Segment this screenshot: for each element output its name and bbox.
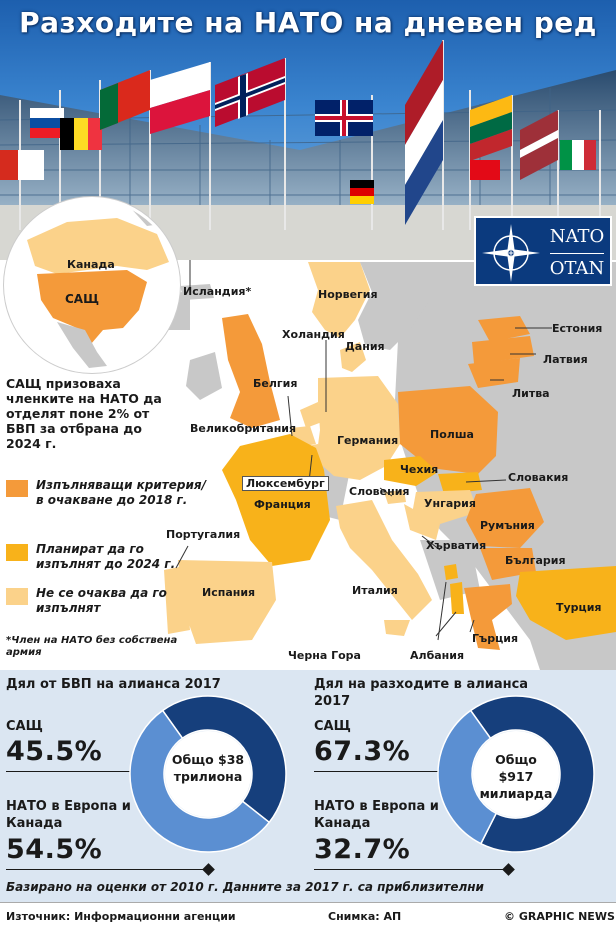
flag-poland-icon	[150, 62, 210, 134]
flag-norway-icon	[215, 58, 285, 127]
label-germany: Германия	[337, 434, 399, 447]
estimate-note: Базирано на оценки от 2010 г. Данните за 2017 г. са приблизителни	[6, 880, 484, 894]
albania-shape	[450, 582, 464, 614]
label-croatia: Хърватия	[426, 539, 487, 552]
flag-canada-icon	[0, 150, 44, 180]
footnote: *Член на НАТО без собствена армия	[6, 635, 178, 658]
label-bulgaria: България	[505, 554, 566, 567]
policy-note: САЩ призоваха членките на НАТО да отделят поне 2% от БВП за отбрана до 2024 г.	[6, 376, 162, 451]
gdp-europe-marker	[202, 863, 215, 876]
nato-fr-label: OTAN	[549, 258, 605, 279]
legend-swatch-plan-2024	[6, 544, 28, 561]
footer-graphic-credit: © GRAPHIC NEWS	[504, 910, 615, 923]
legend-swatch-meeting	[6, 480, 28, 497]
legend-label-meeting: Изпълняващи критерия/ в очакване до 2018 г.	[36, 478, 206, 507]
label-slovakia: Словакия	[508, 471, 569, 484]
label-lithuania: Литва	[512, 387, 550, 400]
flag-germany-icon	[350, 180, 374, 204]
legend-label-not-expected: Не се очаква да го изпълнят	[36, 586, 167, 615]
spending-usa-rule	[314, 771, 454, 772]
spending-donut-center: Общо $917 милиарда	[479, 752, 553, 801]
label-montenegro: Черна Гора	[288, 649, 361, 662]
label-belgium: Белгия	[253, 377, 298, 390]
statistics-panel	[0, 670, 616, 902]
gdp-usa-value: 45.5%	[6, 736, 103, 767]
nato-en-label: NATO	[549, 226, 605, 247]
label-iceland: Исландия*	[183, 285, 252, 298]
label-slovenia: Словения	[349, 485, 410, 498]
spending-europe-label: НАТО в Европа и Канада	[314, 799, 439, 831]
page-title: Разходите на НАТО на дневен ред	[19, 6, 597, 39]
flag-belgium-icon	[60, 118, 102, 150]
label-romania: Румъния	[480, 519, 535, 532]
legend-swatch-not-expected	[6, 588, 28, 605]
usa-shape	[37, 270, 147, 344]
gdp-europe-label: НАТО в Европа и Канада	[6, 799, 131, 831]
label-hungary: Унгария	[424, 497, 476, 510]
gdp-donut-center: Общо $38 трилиона	[171, 752, 245, 784]
label-canada: Канада	[67, 258, 115, 271]
label-netherlands: Холандия	[282, 328, 345, 341]
label-denmark: Дания	[345, 340, 385, 353]
nato-wordmark	[544, 222, 610, 284]
label-luxembourg: Люксембург	[242, 476, 329, 491]
flag-uk-icon	[315, 100, 373, 136]
gdp-usa-label: САЩ	[6, 719, 43, 734]
nato-divider	[550, 253, 604, 254]
north-america-shapes	[7, 200, 177, 370]
gdp-europe-value: 54.5%	[6, 834, 103, 865]
label-norway: Норвегия	[318, 288, 378, 301]
spending-europe-marker	[502, 863, 515, 876]
flag-slovakia-icon	[30, 108, 64, 138]
uk-shape	[222, 314, 280, 428]
footer	[0, 902, 616, 935]
ireland-shape	[186, 352, 222, 400]
gdp-title: Дял от БВП на алианса 2017	[6, 677, 221, 692]
label-latvia: Латвия	[543, 353, 588, 366]
label-estonia: Естония	[552, 322, 603, 335]
footer-source: Източник: Информационни агенции	[6, 910, 236, 923]
label-turkey: Турция	[556, 601, 602, 614]
north-america-inset	[4, 197, 180, 373]
footer-photo-credit: Снимка: АП	[328, 910, 402, 923]
label-spain: Испания	[202, 586, 256, 599]
spending-usa-label: САЩ	[314, 719, 351, 734]
label-france: Франция	[254, 498, 311, 511]
flag-italy-icon	[560, 140, 596, 170]
spending-usa-value: 67.3%	[314, 736, 411, 767]
spending-title: Дял на разходите в алианса 2017	[314, 677, 529, 709]
spending-europe-value: 32.7%	[314, 834, 411, 865]
label-albania: Албания	[410, 649, 465, 662]
label-portugal: Португалия	[166, 528, 241, 541]
montenegro-shape	[444, 564, 458, 580]
sicily-shape	[384, 620, 410, 636]
label-czechia: Чехия	[400, 463, 439, 476]
spending-europe-rule	[314, 869, 508, 870]
label-poland: Полша	[430, 428, 474, 441]
label-greece: Гърция	[472, 632, 519, 645]
nato-logo	[474, 216, 612, 286]
nato-compass-icon	[480, 222, 542, 284]
flag-turkey-icon	[470, 160, 500, 180]
gdp-usa-rule	[6, 771, 144, 772]
label-uk: Великобритания	[190, 422, 297, 435]
label-usa: САЩ	[65, 292, 100, 306]
label-italy: Италия	[352, 584, 398, 597]
gdp-europe-rule	[6, 869, 208, 870]
legend-label-plan-2024: Планират да го изпълнят до 2024 г.	[36, 542, 176, 571]
